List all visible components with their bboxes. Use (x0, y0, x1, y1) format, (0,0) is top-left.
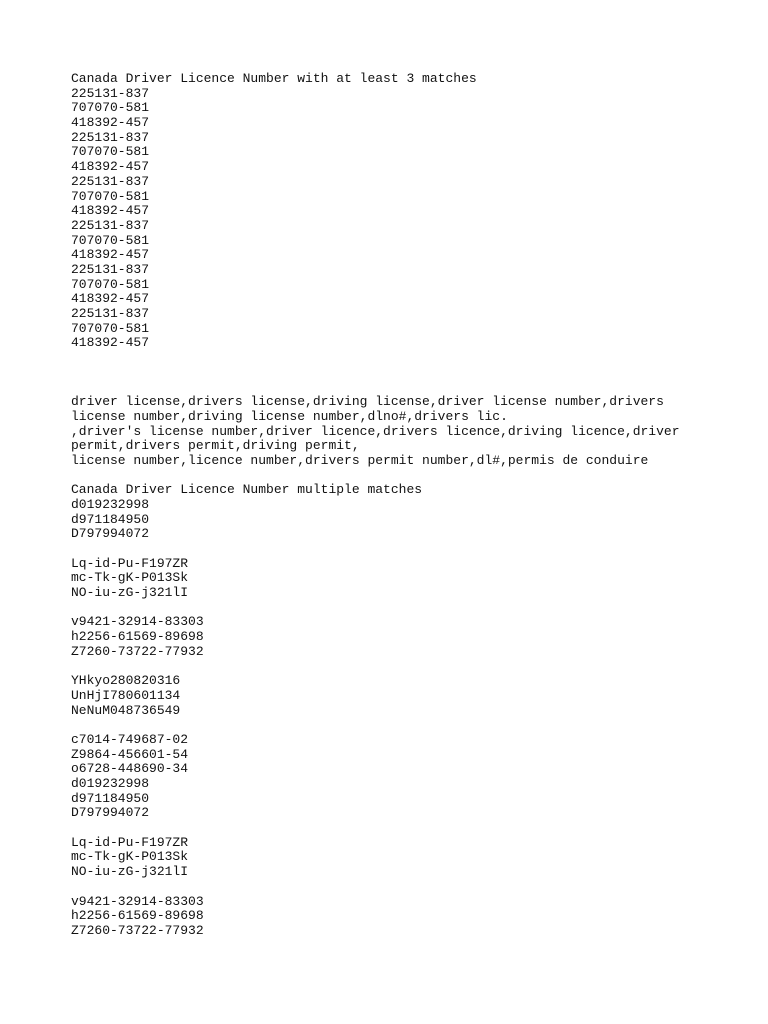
licence-number: 225131-837 (71, 129, 150, 145)
keyword-line: driver license,drivers license,driving license,driver license number,drivers (71, 394, 664, 410)
licence-number: 225131-837 (71, 306, 150, 321)
match-group (71, 615, 751, 659)
licence-number: d971184950 (71, 511, 150, 527)
licence-number: UnHjI780601134 (71, 687, 181, 703)
licence-number: 707070-581 (71, 100, 150, 116)
licence-number: 707070-581 (71, 144, 150, 160)
keyword-line: license number,driving license number,dlno#,drivers lic. (71, 408, 508, 424)
licence-number: 418392-457 (71, 203, 150, 219)
keyword-list (71, 395, 751, 468)
licence-number: 418392-457 (71, 335, 150, 351)
licence-number: 707070-581 (71, 320, 150, 336)
licence-number: c7014-749687-02 (71, 731, 189, 747)
spacer (71, 718, 751, 733)
licence-number: 225131-837 (71, 217, 150, 233)
document-page (71, 72, 751, 939)
section-heading-multiple-matches: Canada Driver Licence Number multiple matches (71, 482, 423, 498)
licence-number: Lq-id-Pu-F197ZR (71, 834, 189, 850)
licence-number: 707070-581 (71, 276, 150, 292)
licence-number: D797994072 (71, 805, 150, 821)
licence-number: 418392-457 (71, 159, 150, 175)
licence-number: Lq-id-Pu-F197ZR (71, 555, 189, 571)
licence-number: D797994072 (71, 526, 150, 542)
licence-number: h2256-61569-89698 (71, 908, 204, 924)
spacer (71, 821, 751, 836)
match-group (71, 895, 751, 939)
licence-number: Z7260-73722-77932 (71, 922, 204, 938)
licence-number: Z7260-73722-77932 (71, 643, 204, 659)
spacer (71, 469, 751, 484)
spacer (71, 880, 751, 895)
spacer (71, 351, 751, 395)
licence-number: 418392-457 (71, 247, 150, 263)
licence-number: d019232998 (71, 776, 150, 792)
licence-number: mc-Tk-gK-P013Sk (71, 849, 189, 865)
spacer (71, 542, 751, 557)
licence-number: NO-iu-zG-j321lI (71, 864, 189, 880)
licence-number: 707070-581 (71, 232, 150, 248)
licence-number: d971184950 (71, 790, 150, 806)
match-group (71, 557, 751, 601)
licence-number: 418392-457 (71, 115, 150, 131)
match-group (71, 836, 751, 880)
licence-number: NeNuM048736549 (71, 702, 181, 718)
spacer (71, 601, 751, 616)
licence-number: d019232998 (71, 496, 150, 512)
match-group (71, 733, 751, 821)
licence-number: 225131-837 (71, 261, 150, 277)
licence-number: o6728-448690-34 (71, 761, 189, 777)
licence-number: mc-Tk-gK-P013Sk (71, 570, 189, 586)
licence-number: YHkyo280820316 (71, 673, 181, 689)
keyword-line: ,driver's license number,driver licence,drivers licence,driving licence,driver (71, 423, 680, 439)
section-heading-at-least-3-matches: Canada Driver Licence Number with at least 3 matches (71, 71, 477, 86)
licence-number: Z9864-456601-54 (71, 746, 189, 762)
licence-number: v9421-32914-83303 (71, 614, 204, 630)
match-group (71, 498, 751, 542)
keyword-line: license number,licence number,drivers permit number,dl#,permis de conduire (71, 452, 649, 468)
licence-number: NO-iu-zG-j321lI (71, 585, 189, 601)
licence-number: 225131-837 (71, 173, 150, 189)
licence-number: 707070-581 (71, 188, 150, 204)
licence-number: 418392-457 (71, 291, 150, 307)
licence-number-list (71, 87, 751, 351)
spacer (71, 660, 751, 675)
keyword-line: permit,drivers permit,driving permit, (71, 438, 360, 454)
licence-number: v9421-32914-83303 (71, 893, 204, 909)
licence-number: h2256-61569-89698 (71, 629, 204, 645)
licence-number: 225131-837 (71, 85, 150, 101)
match-group (71, 674, 751, 718)
